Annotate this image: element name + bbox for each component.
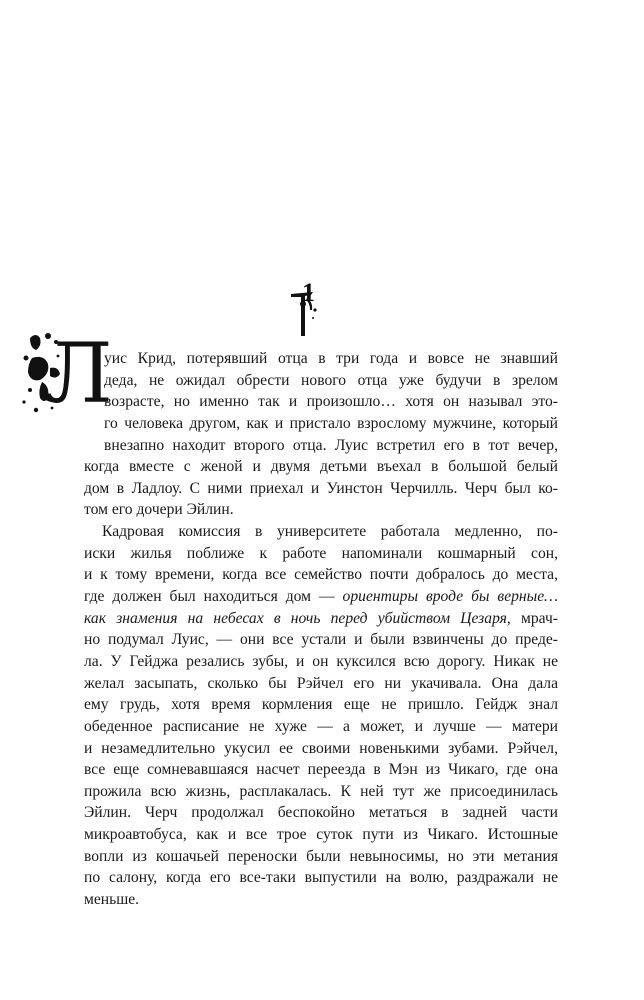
text-line: микроавтобуса, как и все трое суток пути из Чикаго. Истошные [84,826,558,844]
text-line: вопли из кошачьей переноски были невыносимы, но эти метания [84,847,558,865]
text-line: го человека другом, как и пристало взрослому мужчине, который [104,414,558,432]
text-line: деда, не ожидал обрести нового отца уже будучи в зрелом [104,371,558,389]
italic-run: ориентиры вроде бы верные… [342,588,558,606]
text-line: меньше. [84,891,140,909]
text-line: но подумал Луис, — они все устали и были взвинчены до преде- [84,631,558,649]
body-text [84,348,558,911]
text-line [84,586,558,608]
text-line: прожила всю жизнь, расплакалась. К ней тут же присоединилась [84,782,558,800]
italic-run: как знамения на небесах в ночь перед убийством Цезаря [84,609,507,627]
text-line: возрасте, но именно так и произошло… хотя он называл это- [104,393,558,411]
text-run: где должен был находиться дом — [84,588,343,606]
text-line: Кадровая комиссия в университете работала медленно, по- [102,523,558,541]
text-line: том его дочери Эйлин. [84,501,234,519]
text-line: обеденное расписание не хуже — а может, и лучше — матери [84,717,558,735]
text-line [84,608,558,630]
text-line: иски жилья поближе к работе напоминали кошмарный сон, [84,544,558,562]
text-line: и к тому времени, когда все семейство почти добралось до места, [84,566,558,584]
text-line: по салону, когда его все-таки выпустили на волю, раздражали не [84,869,558,887]
text-line: ла. У Гейджа резались зубы, и он куксился всю дорогу. Никак не [84,652,558,670]
text-line: Эйлин. Черч продолжал беспокойно метаться в задней части [84,804,558,822]
chapter-number: 1 [302,278,315,307]
text-run: , мрач- [506,609,558,627]
chapter-heading [289,280,329,342]
drop-cap: Л [44,327,113,422]
text-line: и незамедлительно укусил ее своими новенькими зубами. Рэйчел, [84,739,558,757]
text-line: внезапно находит второго отца. Луис встретил его в тот вечер, [104,436,558,454]
text-line: желал засыпать, сколько бы Рэйчел его ни укачивала. Она дала [84,674,558,692]
text-line: когда вместе с женой и двумя детьми въехал в большой белый [84,458,558,476]
text-line: дом в Ладлоу. С ними приехал и Уинстон Черчилль. Черч был ко- [84,479,558,497]
text-line: ему грудь, хотя время кормления еще не пришло. Гейдж знал [84,696,558,714]
text-line: все еще сомневавшаяся насчет переезда в Мэн из Чикаго, где она [84,761,558,779]
text-line: уис Крид, потерявший отца в три года и вовсе не знавший [104,350,558,367]
